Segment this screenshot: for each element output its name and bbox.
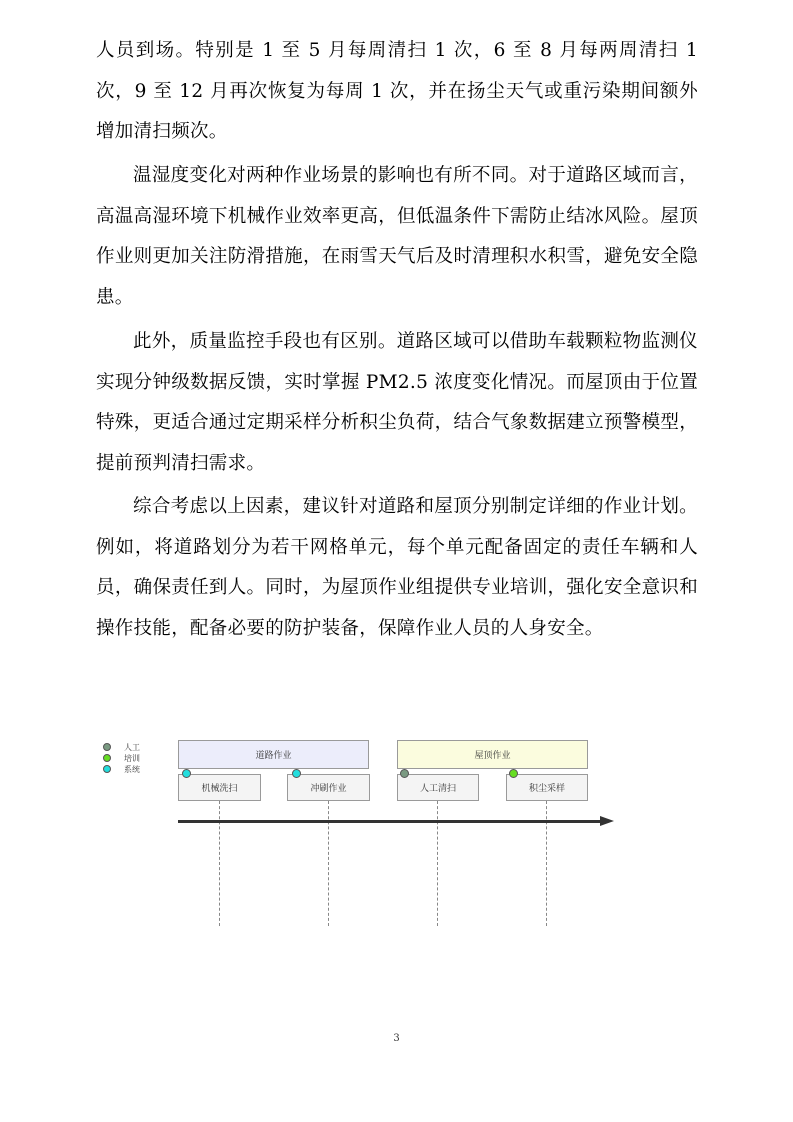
arrow-head-icon xyxy=(600,816,614,826)
item-mechanical-sweeping xyxy=(178,774,261,801)
item-label: 冲刷作业 xyxy=(310,784,347,794)
group-label: 屋顶作业 xyxy=(474,751,511,761)
paragraph-3: 此外，质量监控手段也有区别。道路区域可以借助车载颗粒物监测仪实现分钟级数据反馈，实时掌握 PM2.5 浓度变化情况。而屋顶由于位置特殊，更适合通过定期采样分析积尘负荷，结合气象数据建立预警模型，提前预判清扫需求。 xyxy=(96,331,698,474)
marker-manual xyxy=(400,769,409,778)
item-label: 积尘采样 xyxy=(528,784,565,794)
legend-dot-manual xyxy=(103,743,111,751)
legend-label: 人工 xyxy=(124,743,140,752)
item-flushing xyxy=(287,774,370,801)
marker-system xyxy=(182,769,191,778)
item-label: 人工清扫 xyxy=(419,784,456,794)
group-roof-work xyxy=(397,740,588,769)
page-number: 3 xyxy=(393,1033,400,1044)
item-manual-cleaning xyxy=(397,774,479,801)
legend-label: 培训 xyxy=(124,754,140,763)
item-label: 机械洗扫 xyxy=(201,784,238,794)
group-label: 道路作业 xyxy=(255,751,292,761)
legend-label: 系统 xyxy=(124,765,140,774)
group-road-work xyxy=(178,740,369,769)
legend-dot-system xyxy=(103,765,111,773)
timeline-axis xyxy=(178,820,602,823)
paragraph-4: 综合考虑以上因素，建议针对道路和屋顶分别制定详细的作业计划。例如，将道路划分为若干网格单元，每个单元配备固定的责任车辆和人员，确保责任到人。同时，为屋顶作业组提供专业培训，强化安全意识和操作技能，配备必要的防护装备，保障作业人员的人身安全。 xyxy=(96,496,698,639)
paragraph-2: 温湿度变化对两种作业场景的影响也有所不同。对于道路区域而言，高温高湿环境下机械作业效率更高，但低温条件下需防止结冰风险。屋顶作业则更加关注防滑措施，在雨雪天气后及时清理积水积雪，避免安全隐患。 xyxy=(96,165,698,308)
marker-system xyxy=(292,769,301,778)
paragraph-1: 人员到场。特别是 1 至 5 月每周清扫 1 次，6 至 8 月每两周清扫 1 次，9 至 12 月再次恢复为每周 1 次，并在扬尘天气或重污染期间额外增加清扫频次。 xyxy=(96,40,698,142)
marker-training xyxy=(509,769,518,778)
item-dust-sampling xyxy=(506,774,588,801)
legend-dot-training xyxy=(103,754,111,762)
